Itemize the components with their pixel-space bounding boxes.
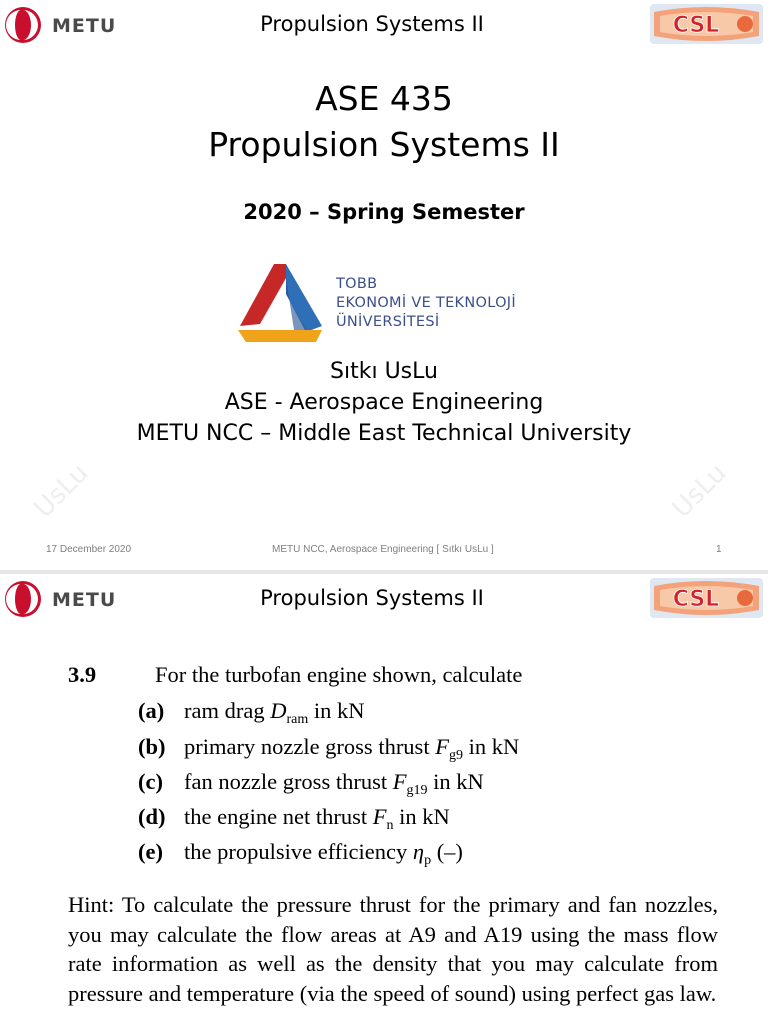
tobb-university-name — [336, 275, 516, 332]
problem-item: (b) primary nozzle gross thrust $F_{g9}$ in kN — [138, 734, 520, 763]
tobb-line-2: EKONOMİ VE TEKNOLOJİ — [336, 295, 516, 311]
csl-logo-text: CSL — [672, 13, 720, 38]
problem-item: (a) ram drag $D_{ram}$ in kN — [138, 698, 365, 727]
watermark-right: UsLu — [666, 458, 733, 524]
csl-lab-logo — [650, 4, 763, 44]
university: METU NCC – Middle East Technical University — [136, 421, 632, 446]
watermark-left: UsLu — [28, 458, 95, 524]
tobb-line-1: TOBB — [336, 276, 378, 292]
header-title: Propulsion Systems II — [260, 12, 484, 36]
problem-number: 3.9 — [68, 662, 97, 687]
hint-paragraph — [68, 890, 718, 1008]
course-code: ASE 435 — [315, 79, 453, 118]
footer-center: METU NCC, Aerospace Engineering [ Sıtkı UsLu ] — [272, 544, 494, 555]
metu-brand-text: METU — [52, 15, 117, 37]
author-block — [0, 356, 768, 449]
problem-item: (d) the engine net thrust $F_n$ in kN — [138, 804, 450, 833]
footer-date: 17 December 2020 — [46, 544, 132, 555]
author-name: Sıtkı UsLu — [330, 359, 438, 384]
header-title: Propulsion Systems II — [260, 586, 484, 610]
metu-brand-text: METU — [52, 589, 117, 611]
department: ASE - Aerospace Engineering — [224, 390, 544, 415]
tobb-line-3: ÜNİVERSİTESİ — [336, 314, 440, 330]
problem-slide — [0, 574, 768, 1024]
csl-logo-text: CSL — [672, 587, 720, 612]
tobb-university-emblem-icon — [236, 260, 326, 344]
semester: 2020 – Spring Semester — [243, 200, 525, 224]
problem-intro: For the turbofan engine shown, calculate — [155, 662, 523, 687]
hint-text: Hint: To calculate the pressure thrust for the primary and fan nozzles, you may calculate the flow areas at A9 and A19 using the mass flow rate information as well as the density that you may calculate from pressure and temperature (via the speed of sound) using perfect gas law. — [68, 892, 718, 1006]
csl-lab-logo — [650, 578, 763, 618]
problem-item: (e) the propulsive efficiency $\eta_p$ (–) — [138, 839, 463, 868]
footer-page-number: 1 — [716, 544, 722, 555]
problem-item: (c) fan nozzle gross thrust $F_{g19}$ in kN — [138, 769, 484, 798]
course-title: Propulsion Systems II — [208, 125, 560, 164]
